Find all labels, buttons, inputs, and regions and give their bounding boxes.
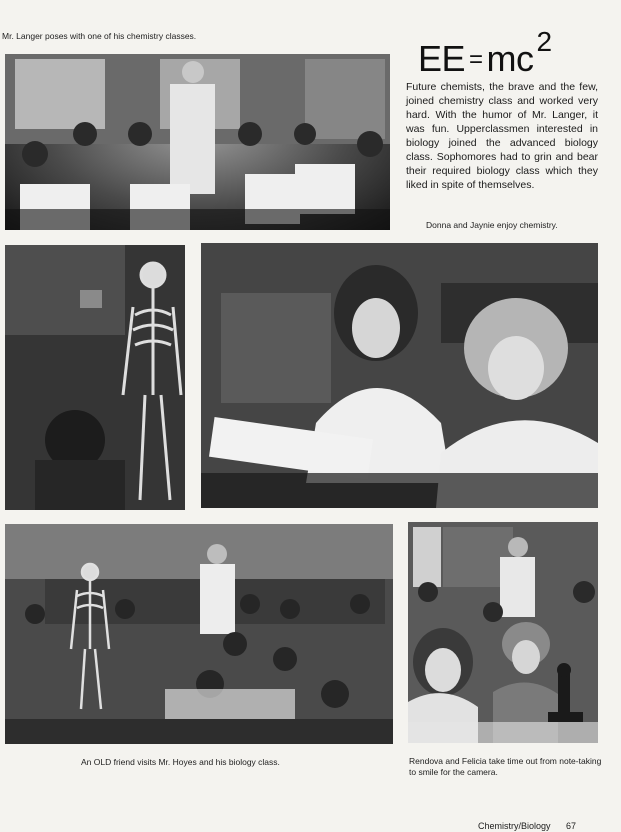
headline-left: EE (418, 38, 466, 79)
skeleton-illustration (5, 245, 185, 510)
rendova-felicia-illustration (408, 522, 598, 743)
photo-rendova-felicia (408, 522, 598, 743)
headline (418, 22, 552, 80)
caption-bottom-left: An OLD friend visits Mr. Hoyes and his biology class. (81, 757, 280, 767)
caption-top-left: Mr. Langer poses with one of his chemistry classes. (2, 31, 197, 41)
biology-class-illustration (5, 524, 393, 744)
footer-section: Chemistry/Biology (478, 821, 551, 831)
photo-donna-jaynie (201, 243, 598, 508)
body-text: Future chemists, the brave and the few, joined chemistry class and worked very hard. With the humor of Mr. Langer, it was fun. Upperclassmen interested in biology joined the advanced biology class. Sophomores had to grin and bear their required biology class which they liked in spite of themselves. (406, 81, 598, 191)
headline-exponent: 2 (536, 26, 552, 57)
footer-page-number: 67 (566, 821, 577, 831)
headline-right: mc (486, 38, 534, 79)
photo-skeleton (5, 245, 185, 510)
donna-jaynie-illustration (201, 243, 598, 508)
headline-equals: = (469, 46, 483, 73)
caption-bottom-right: Rendova and Felicia take time out from note-taking to smile for the camera. (409, 756, 602, 777)
photo-chemistry-class (5, 54, 390, 230)
caption-top-right: Donna and Jaynie enjoy chemistry. (426, 220, 558, 230)
photo-biology-class (5, 524, 393, 744)
chemistry-class-illustration (5, 54, 390, 230)
